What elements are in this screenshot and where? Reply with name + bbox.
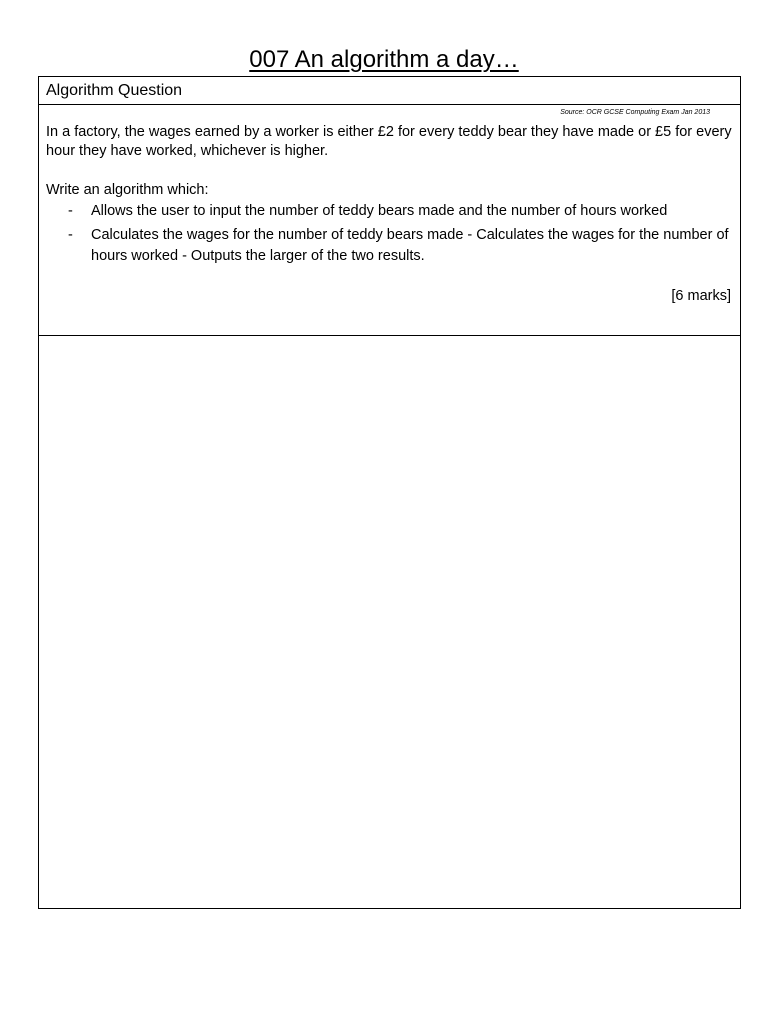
list-item-text: Calculates the wages for the number of teddy bears made - Calculates the wages for the number of hours worked - Outputs the larger of the two results.: [91, 227, 729, 264]
marks-label: [6 marks]: [671, 288, 731, 304]
list-item: [46, 202, 734, 221]
answer-area[interactable]: [39, 336, 740, 908]
paragraph-spacer: [46, 161, 734, 181]
source-note: Source: OCR GCSE Computing Exam Jan 2013: [560, 109, 710, 116]
page-title: 007 An algorithm a day…: [249, 46, 519, 73]
bullet-dash: -: [68, 227, 73, 243]
bullet-dash: -: [68, 203, 73, 219]
list-item: [46, 225, 734, 267]
question-header: [39, 77, 740, 105]
question-prompt: Write an algorithm which:: [46, 182, 209, 198]
list-item-text: Allows the user to input the number of teddy bears made and the number of hours worked: [91, 203, 668, 219]
section-label: Algorithm Question: [46, 82, 183, 99]
requirements-list: [46, 202, 734, 267]
question-box: [38, 76, 741, 909]
question-text: [46, 123, 734, 267]
question-intro: In a factory, the wages earned by a worker is either £2 for every teddy bear they have made or £5 for every hour they have worked, whichever is higher.: [46, 124, 732, 159]
